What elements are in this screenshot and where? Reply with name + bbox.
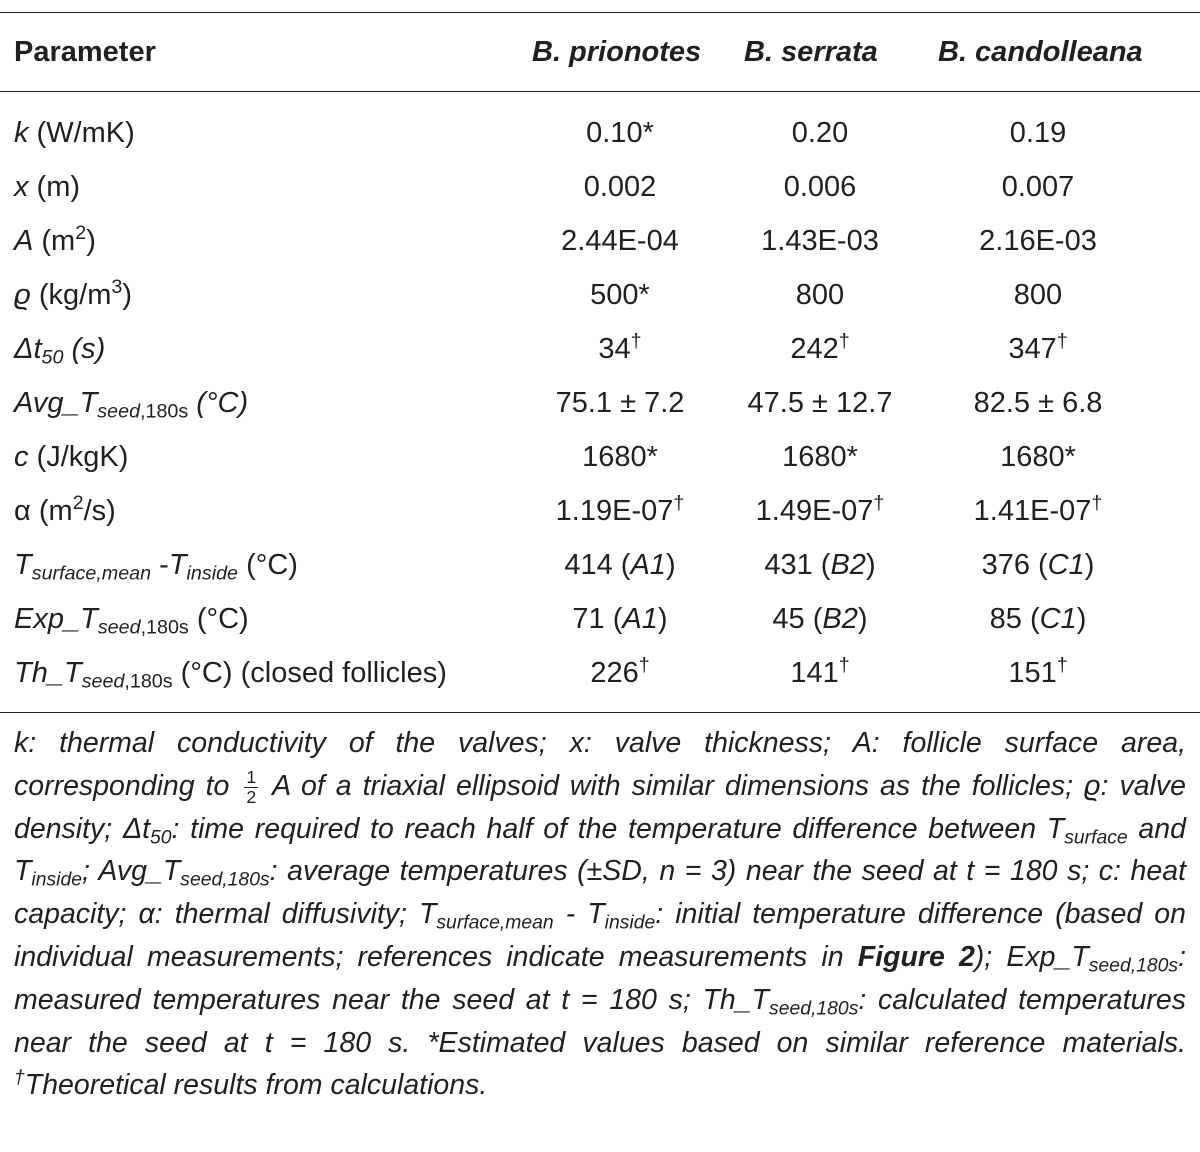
row-parameter: ϱ $(kg/m^3)$ xyxy=(14,276,132,311)
header-b-candolleana: B. candolleana xyxy=(938,36,1143,68)
cell-b-prionotes: 1680* xyxy=(582,441,658,473)
table-row xyxy=(0,646,1200,700)
row-parameter: k (W/mK) xyxy=(14,117,135,149)
table-top-rule xyxy=(0,12,1200,13)
cell-b-candolleana: 82.5 ± 6.8 xyxy=(973,387,1103,419)
cell-b-candolleana: 1.41E-07† xyxy=(973,492,1103,527)
header-parameter: Parameter xyxy=(14,36,156,68)
table-bottom-rule xyxy=(0,712,1200,713)
cell-b-candolleana: 85 (C1) xyxy=(989,603,1087,635)
cell-b-serrata: 242† xyxy=(790,330,850,365)
row-parameter: $\Delta t_{50}$ (s) xyxy=(14,333,106,369)
table-row xyxy=(0,322,1200,376)
cell-b-prionotes: 75.1 ± 7.2 xyxy=(555,387,685,419)
cell-b-candolleana: 800 xyxy=(1013,279,1063,311)
table-row xyxy=(0,160,1200,214)
cell-b-prionotes: 71 (A1) xyxy=(572,603,668,635)
cell-b-serrata: 800 xyxy=(795,279,845,311)
cell-b-prionotes: 0.10* xyxy=(586,117,654,149)
cell-b-prionotes: 1.19E-07† xyxy=(555,492,685,527)
cell-b-serrata: 47.5 ± 12.7 xyxy=(747,387,893,419)
cell-b-candolleana: 1680* xyxy=(1000,441,1076,473)
row-parameter: $Th\_T_{seed,180s}$ (°C) (closed follicles) xyxy=(14,657,447,693)
header-b-serrata: B. serrata xyxy=(744,36,878,68)
row-parameter: $Exp\_T_{seed,180s}$ (°C) xyxy=(14,603,249,639)
table-header-rule xyxy=(0,91,1200,92)
cell-b-serrata: 0.20 xyxy=(791,117,849,149)
row-parameter: A $(m^2)$ xyxy=(14,222,96,257)
table-row xyxy=(0,268,1200,322)
one-half-fraction: $\frac{1}{2}$ xyxy=(246,767,257,807)
cell-b-serrata: 0.006 xyxy=(783,171,857,203)
cell-b-candolleana: 151† xyxy=(1008,654,1068,689)
cell-b-serrata: 1.49E-07† xyxy=(755,492,885,527)
cell-b-serrata: 141† xyxy=(790,654,850,689)
cell-b-candolleana: 347† xyxy=(1008,330,1068,365)
cell-b-candolleana: 0.007 xyxy=(1001,171,1075,203)
cell-b-prionotes: 226† xyxy=(590,654,650,689)
table-row xyxy=(0,592,1200,646)
row-parameter: $T_{surface,mean}$ $-T_{inside}$ (°C) xyxy=(14,549,298,585)
table-row xyxy=(0,538,1200,592)
table-row xyxy=(0,430,1200,484)
row-parameter: α $(m^2/s)$ xyxy=(14,492,116,527)
cell-b-serrata: 431 (B2) xyxy=(764,549,876,581)
cell-b-candolleana: 0.19 xyxy=(1009,117,1067,149)
cell-b-prionotes: 34† xyxy=(598,330,642,365)
header-b-prionotes: B. prionotes xyxy=(532,36,702,68)
cell-b-prionotes: 0.002 xyxy=(583,171,657,203)
row-parameter: x (m) xyxy=(14,171,81,203)
cell-b-candolleana: 2.16E-03 xyxy=(979,225,1097,257)
cell-b-serrata: 1.43E-03 xyxy=(761,225,879,257)
figure-2-reference: Figure 2 xyxy=(857,940,975,973)
table-row xyxy=(0,106,1200,160)
cell-b-prionotes: 414 (A1) xyxy=(564,549,676,581)
table-row xyxy=(0,214,1200,268)
row-parameter: c (J/kgK) xyxy=(14,441,129,473)
table-footnote: k: thermal conductivity of the valves; x: valve thickness; A: follicle surface area, corresponding to $\frac{1}{2}$ A of a triaxial ellipsoid with similar dimensions as the follicles; ϱ: valve density; $\Delta t_{50}$: time required to reach half of the temperature difference between $T_{surface}$ and $T_{inside}$; $Avg\_T_{seed,180s}$: average temperatures (±SD, n = 3) near the seed at t = 180 s; c: heat capacity; α: thermal diffusivity; $T_{surface,mean} - T_{inside}$: initial temperature difference (based on individual measurements; references indicate measurements in Figure 2); $Exp\_T_{seed,180s}$: measured temperatures near the seed at t = 180 s; $Th\_T_{seed,180s}$: calculated temperatures near the seed at t = 180 s. *Estimated values based on similar reference materials. †Theoretical results from calculations. xyxy=(14,727,1187,1102)
cell-b-serrata: 1680* xyxy=(782,441,858,473)
cell-b-prionotes: 500* xyxy=(590,279,650,311)
cell-b-prionotes: 2.44E-04 xyxy=(561,225,679,257)
cell-b-serrata: 45 (B2) xyxy=(772,603,868,635)
table-row xyxy=(0,376,1200,430)
table-row xyxy=(0,484,1200,538)
row-parameter: $Avg\_T_{seed,180s}$ (°C) xyxy=(14,387,249,423)
cell-b-candolleana: 376 (C1) xyxy=(981,549,1095,581)
